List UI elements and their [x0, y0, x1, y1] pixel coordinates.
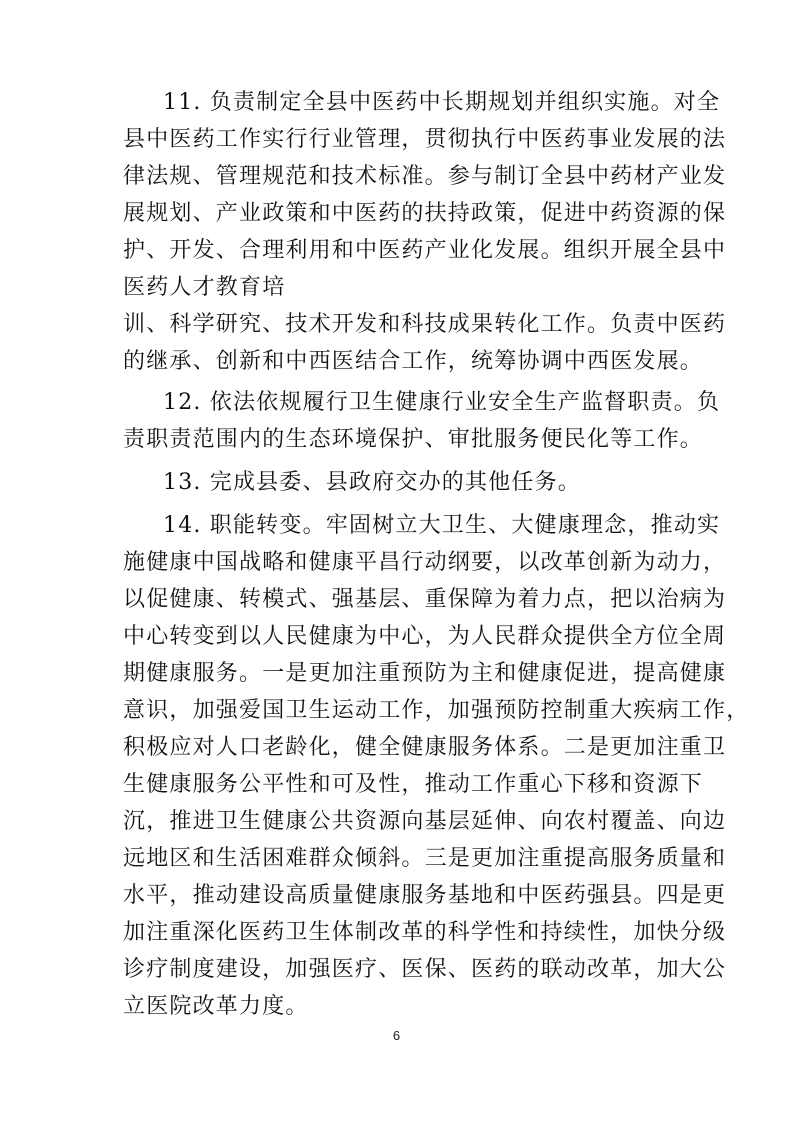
paragraph-14-line-4: 中心转变到以人民健康为中心，为人民群众提供全方位全周: [123, 624, 727, 649]
page-number: 6: [392, 1028, 401, 1043]
paragraph-14-line-8: 生健康服务公平性和可及性，推动工作重心下移和资源下: [123, 772, 704, 797]
paragraph-14-line-10: 远地区和生活困难群众倾斜。三是更加注重提高服务质量和: [123, 846, 727, 871]
paragraph-14-line-5: 期健康服务。一是更加注重预防为主和健康促进，提高健康: [123, 661, 727, 686]
paragraph-14-line-14: 立医院改革力度。: [123, 994, 309, 1019]
paragraph-11-line-3: 律法规、管理规范和技术标准。参与制订全县中药材产业发: [123, 164, 727, 189]
paragraph-12-line-1: 12. 依法依规履行卫生健康行业安全生产监督职责。负: [163, 390, 721, 415]
paragraph-11-line-4: 展规划、产业政策和中医药的扶持政策，促进中药资源的保: [123, 201, 727, 226]
paragraph-11-line-5: 护、开发、合理利用和中医药产业化发展。组织开展全县中: [123, 238, 727, 263]
paragraph-14-line-7: 积极应对人口老龄化，健全健康服务体系。二是更加注重卫: [123, 735, 727, 760]
paragraph-14-line-1: 14. 职能转变。牢固树立大卫生、大健康理念，推动实: [163, 513, 721, 538]
paragraph-13-line-1: 13. 完成县委、县政府交办的其他任务。: [163, 470, 581, 495]
paragraph-12-line-2: 责职责范围内的生态环境保护、审批服务便民化等工作。: [123, 427, 704, 452]
paragraph-14-line-6: 意识，加强爱国卫生运动工作，加强预防控制重大疾病工作，: [123, 698, 750, 723]
paragraph-11-line-7: 训、科学研究、技术开发和科技成果转化工作。负责中医药: [123, 312, 727, 337]
paragraph-11-line-8: 的继承、创新和中西医结合工作，统筹协调中西医发展。: [123, 349, 704, 374]
paragraph-14-line-2: 施健康中国战略和健康平昌行动纲要，以改革创新为动力，: [123, 550, 727, 575]
paragraph-11-line-2: 县中医药工作实行行业管理，贯彻执行中医药事业发展的法: [123, 127, 727, 152]
paragraph-11-line-1: 11. 负责制定全县中医药中长期规划并组织实施。对全: [163, 90, 721, 115]
paragraph-11-line-6: 医药人才教育培: [123, 275, 286, 300]
paragraph-14-line-12: 加注重深化医药卫生体制改革的科学性和持续性，加快分级: [123, 920, 727, 945]
paragraph-14-line-11: 水平，推动建设高质量健康服务基地和中医药强县。四是更: [123, 883, 727, 908]
paragraph-14-line-3: 以促健康、转模式、强基层、重保障为着力点，把以治病为: [123, 587, 727, 612]
paragraph-14-line-9: 沉，推进卫生健康公共资源向基层延伸、向农村覆盖、向边: [123, 809, 727, 834]
paragraph-14-line-13: 诊疗制度建设，加强医疗、医保、医药的联动改革，加大公: [123, 957, 727, 982]
